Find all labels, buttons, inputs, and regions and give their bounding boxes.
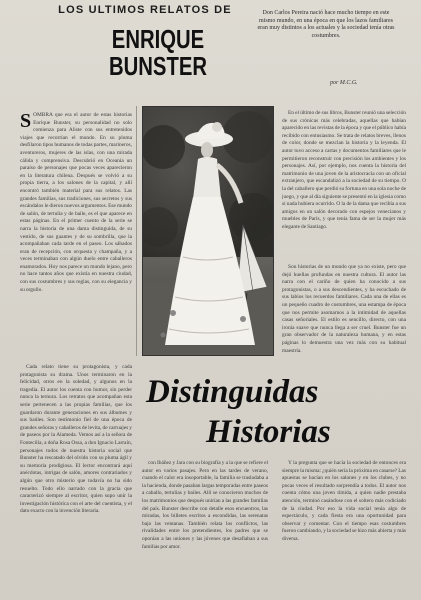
right-column-top-text: En el último de sus libros, Bunster reunió una selección de sus crónicas más celebradas, aquellas que habían aparecido en las revistas de la época y que el público había recibido con entusiasmo. Se trata de relatos breves, llenos de color, donde se mezclan la historia y la leyenda. El autor tuvo acceso a cartas y documentos familiares que le permitieron reconstruir con precisión los ambientes y los personajes. Así, por ejemplo, nos cuenta la historia del matrimonio de una joven de la aristocracia con un oficial extranjero, que escandalizó a la sociedad de su tiempo. O la del caballero que perdió su fortuna en una sola noche de juego, y que al día siguiente se presentó en la iglesia como si nada hubiera ocurrido. O la de la dama que recibía a sus amigos en un salón decorado con espejos venecianos y muebles de París, y que tenía fama de ser la mujer más elegante de Santiago. (282, 110, 406, 230)
byline: por M.C.G. (330, 80, 358, 86)
bottom-middle-column (142, 460, 268, 596)
left-column-bottom (20, 364, 132, 596)
headline (146, 372, 416, 452)
kicker-heading: LOS ULTIMOS RELATOS DE (58, 4, 232, 16)
right-column-mid-text: Son historias de un mundo que ya no existe, pero que dejó huellas profundas en nuestra cultura. El autor las narra con el cariño de quien ha conocido a sus protagonistas, o a sus descendientes, y ha escuchado de sus labios los recuerdos familiares. Cada una de ellas es un pequeño cuadro de costumbres, una estampa de época que nos permite asomarnos a la intimidad de aquellas casas señoriales. El estilo es sencillo, directo, con una ironía suave que nunca llega a ser cruel. Bunster fue un gran observador de la naturaleza humana, y en estas páginas lo demuestra una vez más con su habitual maestría. (282, 264, 406, 354)
bottom-right-column-text: Y la pregunta que se hacía la sociedad de entonces era siempre la misma: ¿quién sería la próxima en casarse? Las apuestas se hacían en los salones y en los clubes, y no pocas veces el resultado sorprendía a todos. El autor nos cuenta cómo una joven tímida, a quien nadie prestaba atención, terminó casándose con el soltero más codiciado de la ciudad. Por eso la vida social tenía algo de espectáculo, y cada fiesta era una oportunidad para observar y comentar. Con el tiempo esas costumbres fueron cambiando, y la sociedad se hizo más abierta y más diversa. (282, 460, 406, 542)
column-divider-left (136, 106, 137, 356)
photo-illustration (143, 107, 273, 355)
right-column-top (282, 110, 406, 260)
bottom-middle-column-text: con Ibáñez y Jara con su biografía y a la que se refiere el autor en varios pasajes. Pero en las tardes de verano, cuando el calor era insoportable, la familia se trasladaba a la hacienda, donde pasaban largas temporadas entre paseos a caballo, tertulias y bailes. Allí se conocieron muchos de los matrimonios que después unirían a las grandes familias del país. Bunster describe con detalle esos encuentros, las miradas, los billetes escritos a escondidas, las serenatas bajo las ventanas. También relata los conflictos, las rivalidades entre los pretendientes, los padres que se oponían a las uniones y las jóvenes que desafiaban a sus familias por amor. (142, 460, 268, 550)
headline-line2: Historias (206, 414, 331, 450)
intro-blurb: Don Carlos Pereira nació hace mucho tiempo en este mismo mundo, en una época en que los lazos familiares eran muy distintos a los actuales y la sociedad tenía otras costumbres. (257, 10, 395, 39)
woman-in-gown-photo (142, 106, 274, 356)
bottom-right-column (282, 460, 406, 596)
author-title (103, 26, 212, 80)
left-column-top (20, 112, 132, 362)
author-title-line2: BUNSTER (108, 51, 208, 81)
headline-line1: Distinguidas (146, 374, 319, 410)
right-column-mid (282, 264, 406, 364)
left-column-top-text: OMBRA que era el autor de estas historias Enrique Bunster, su personalidad no solo comienza para Aliste con sus entretenidos viajes que recorrían el mundo. En su pluma desfilaron tipos humanos de todas partes, marineros, aventureros, mujeres de las islas, con una mirada cálida y comprensiva. Descubrió en Oceanía un paraíso de personajes que pocas veces aparecieron en la literatura chilena. Después se volvió a su propia tierra, a los salones de la capital, y allí encontró también material para sus relatos. Las grandes familias, sus tradiciones, sus secretos y sus escándalos le dieron nuevos argumentos. Ese mundo de salón, de tertulia y de baile, es el que aparece en estas páginas. En el primer cuento de la serie se narra la historia de una dama distinguida, de su vestido, de sus guantes y de su sombrilla, que la acompañaban cada tarde en el paseo. Los sábados eran de recepción, con orquesta y champaña, y a veces terminaban con algún duelo entre caballeros enamorados. Hoy nos parece un mundo lejano, pero no hace tantos años que existía en nuestra ciudad, con sus costumbres y sus reglas, con su elegancia y su orgullo. (20, 112, 132, 293)
author-title-line1: ENRIQUE (111, 24, 205, 54)
left-column-bottom-text: Cada relato tiene su protagonista, y cada protagonista su drama. Unos terminaron en la felicidad, otros en la soledad, y algunos en la tragedia. El autor los cuenta con humor, sin perder nunca la ternura. Los retratos que acompañan esta serie pertenecen a las propias familias, que los guardaron durante generaciones en sus álbumes y sus baúles. Son testimonio fiel de una época de grandes señoras y caballeros de levita, de carruajes y de paseos por la Alameda. Vemos así a la señora de Fontecilla, a doña Rosa Ossa, a don Ignacio Larraín, personajes todos de nuestra historia social que Bunster ha rescatado del olvido con su pluma ágil y su memoria prodigiosa. El lector encontrará aquí anécdotas, intrigas de salón, amores contrariados y algún que otro misterio que todavía no ha sido resuelto. Todo ello narrado con la gracia que caracterizó siempre al escritor, quien supo unir la investigación histórica con el arte del cuentista, y el dato exacto con la invención literaria. (20, 364, 132, 515)
dropcap-letter: S (20, 112, 32, 132)
